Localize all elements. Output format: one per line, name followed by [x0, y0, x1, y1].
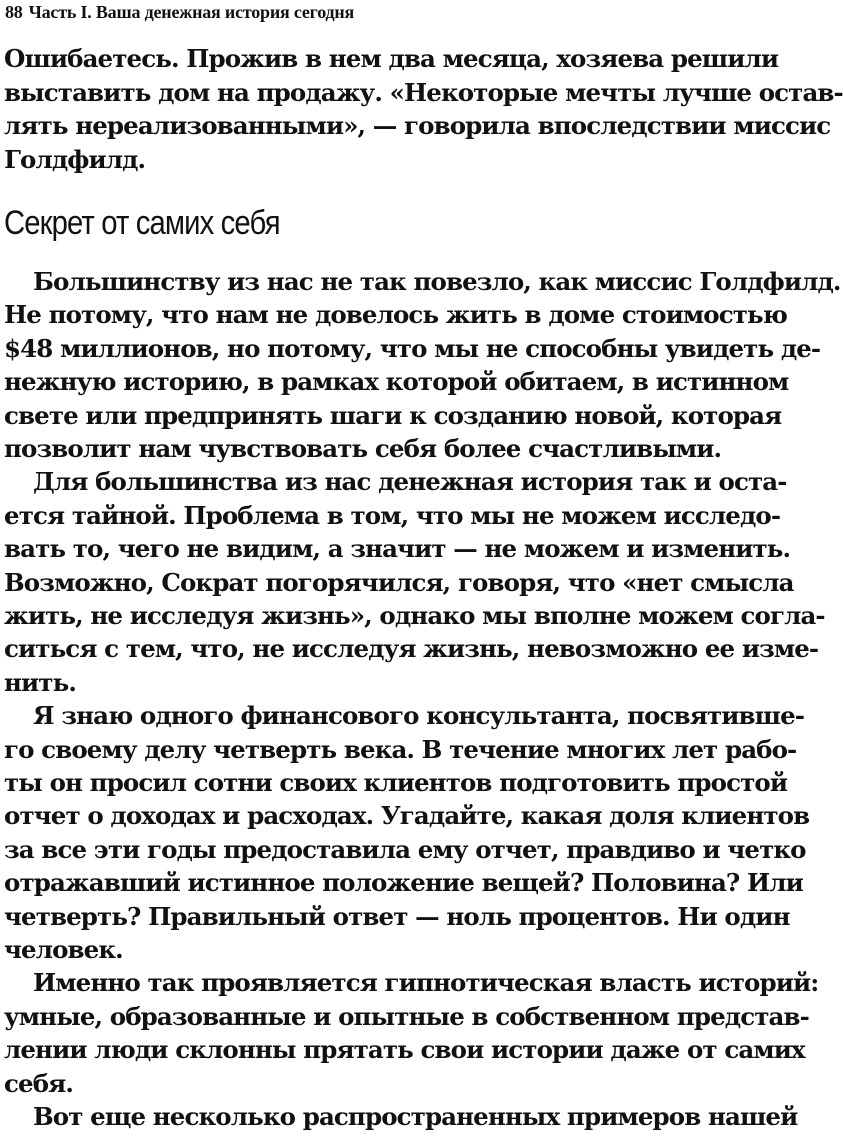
running-header — [5, 2, 354, 23]
text-line: выставить дом на продажу. «Некоторые мечты лучше остав- — [4, 78, 843, 107]
text-line: Я знаю одного финансового консультанта, посвятивше- — [33, 701, 805, 730]
text-line: себя. — [4, 1069, 73, 1098]
text-line: за все эти годы предоставила ему отчет, правдиво и четко — [4, 835, 806, 864]
text-line: го своему делу четверть века. В течение многих лет рабо- — [4, 735, 797, 764]
text-line: позволит нам чувствовать себя более счастливыми. — [4, 434, 722, 463]
running-title: Часть I. Ваша денежная история сегодня — [28, 2, 355, 22]
text-line: Вот еще несколько распространенных примеров нашей — [33, 1102, 798, 1131]
page-number: 88 — [5, 2, 23, 22]
text-line: лении люди склонны прятать свои истории даже от самих — [4, 1035, 805, 1064]
text-line: вать то, чего не видим, а значит — не можем и изменить. — [4, 534, 791, 563]
text-line: $48 миллионов, но потому, что мы не способны увидеть де- — [4, 334, 821, 363]
section-heading: Секрет от самих себя — [4, 204, 280, 242]
text-line: жить, не исследуя жизнь», однако мы вполне можем согла- — [4, 601, 825, 630]
text-line: отчет о доходах и расходах. Угадайте, какая доля клиентов — [4, 801, 810, 830]
text-line: Ошибаетесь. Прожив в нем два месяца, хозяева решили — [4, 44, 779, 73]
text-line: нить. — [4, 668, 76, 697]
text-line: ты он просил сотни своих клиентов подготовить простой — [4, 768, 788, 797]
text-line: Возможно, Сократ погорячился, говоря, что «нет смысла — [4, 568, 794, 597]
text-line: ситься с тем, что, не исследуя жизнь, невозможно ее изме- — [4, 634, 819, 663]
text-line: отражавший истинное положение вещей? Половина? Или — [4, 868, 803, 897]
text-line: Для большинства из нас денежная история так и оста- — [33, 467, 787, 496]
text-line: лять нереализованными», — говорила впоследствии миссис — [4, 111, 831, 140]
text-line: четверть? Правильный ответ — ноль процентов. Ни один — [4, 902, 790, 931]
text-line: ется тайной. Проблема в том, что мы не можем исследо- — [4, 501, 781, 530]
text-line: Не потому, что нам не довелось жить в доме стоимостью — [4, 300, 787, 329]
text-line: умные, образованные и опытные в собственном представ- — [4, 1002, 809, 1031]
text-line: Большинству из нас не так повезло, как миссис Голдфилд. — [33, 267, 841, 296]
text-line: Голдфилд. — [4, 145, 146, 174]
text-line: свете или предпринять шаги к созданию новой, которая — [4, 401, 782, 430]
text-line: человек. — [4, 935, 123, 964]
text-line: нежную историю, в рамках которой обитаем, в истинном — [4, 367, 789, 396]
text-line: Именно так проявляется гипнотическая власть историй: — [33, 968, 819, 997]
